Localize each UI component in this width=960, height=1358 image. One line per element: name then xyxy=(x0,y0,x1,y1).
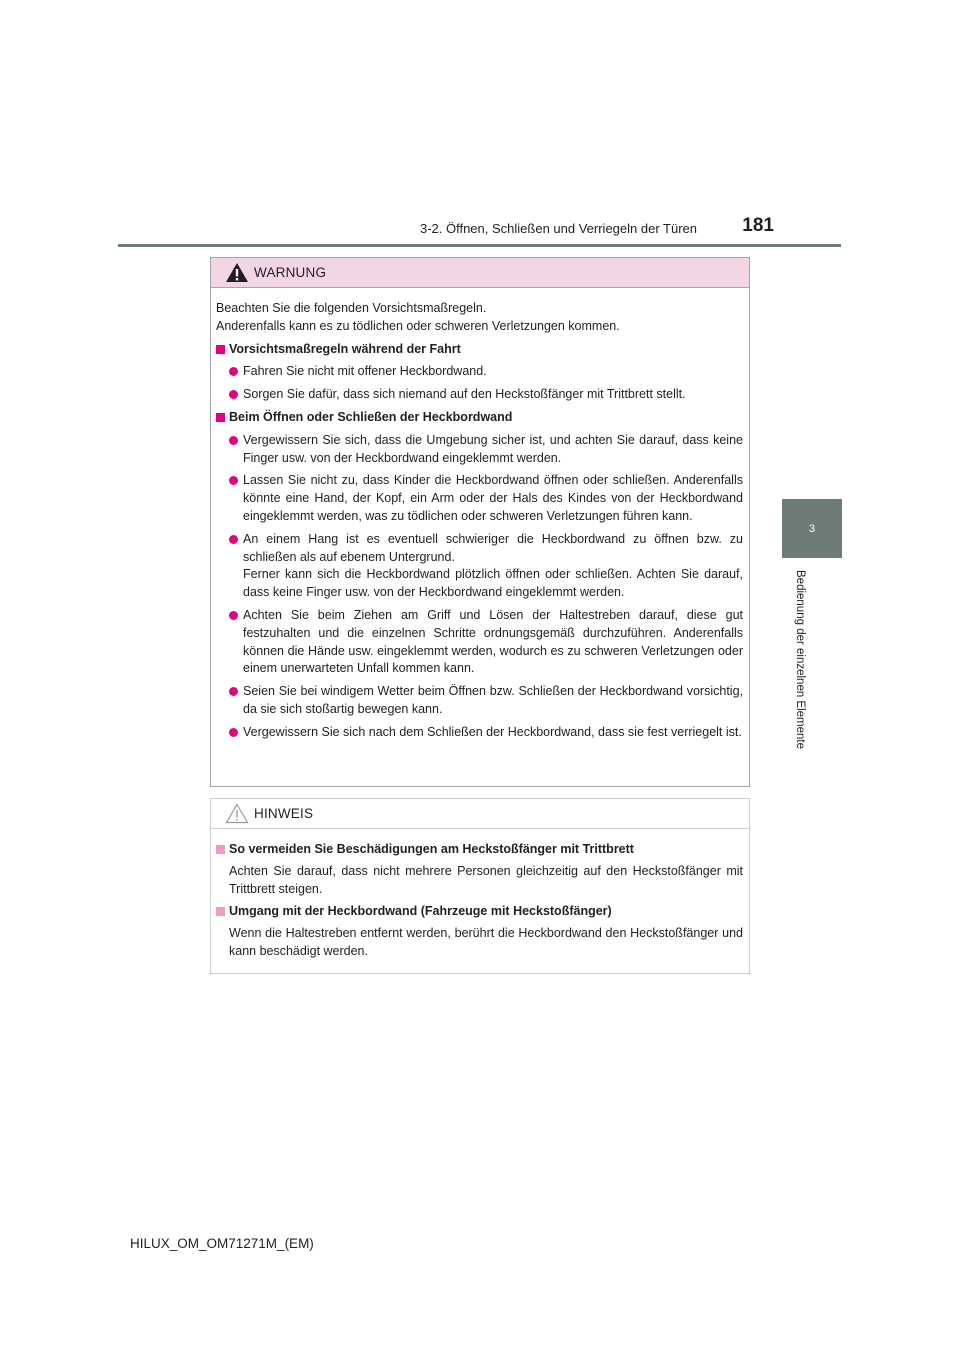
warning-body xyxy=(211,288,749,742)
square-bullet-icon xyxy=(216,845,225,854)
notice-section xyxy=(216,841,743,898)
warning-header xyxy=(211,258,749,288)
warning-title: WARNUNG xyxy=(254,265,327,280)
notice-header xyxy=(211,799,749,829)
warning-section xyxy=(216,341,743,404)
notice-section-title: So vermeiden Sie Beschädigungen am Heckstoßfänger mit Trittbrett xyxy=(216,841,743,859)
chapter-tab xyxy=(782,499,842,558)
page-number: 181 xyxy=(742,215,774,236)
warning-intro-line: Beachten Sie die folgenden Vorsichtsmaßregeln. xyxy=(216,301,487,315)
list-item: Lassen Sie nicht zu, dass Kinder die Heckbordwand öffnen oder schließen. Anderenfalls könnte eine Hand, der Kopf, ein Arm oder der Hals des Kindes von der Heckbordwand eingeklemmt werden, was zu tödlichen oder schweren Verletzungen führen kann. xyxy=(216,472,743,525)
list-item: Fahren Sie nicht mit offener Heckbordwand. xyxy=(216,363,743,381)
footer-model-code: HILUX_OM_OM71271M_(EM) xyxy=(130,1236,314,1251)
warning-intro xyxy=(216,300,743,336)
warning-box xyxy=(210,257,750,787)
square-bullet-icon xyxy=(216,345,225,354)
bullet-dot-icon xyxy=(229,476,238,485)
square-bullet-icon xyxy=(216,413,225,422)
list-item: Sorgen Sie dafür, dass sich niemand auf den Heckstoßfänger mit Trittbrett stellt. xyxy=(216,386,743,404)
bullet-dot-icon xyxy=(229,687,238,696)
warning-section-title: Vorsichtsmaßregeln während der Fahrt xyxy=(216,341,743,359)
list-item: Seien Sie bei windigem Wetter beim Öffnen bzw. Schließen der Heckbordwand vorsichtig, da sie sich stoßartig bewegen kann. xyxy=(216,683,743,719)
bullet-dot-icon xyxy=(229,535,238,544)
warning-section xyxy=(216,409,743,742)
square-bullet-icon xyxy=(216,907,225,916)
notice-title: HINWEIS xyxy=(254,806,314,821)
chapter-title: Bedienung der einzelnen Elemente xyxy=(794,570,806,750)
notice-section-text: Achten Sie darauf, dass nicht mehrere Personen gleichzeitig auf den Heckstoßfänger mit Trittbrett steigen. xyxy=(229,863,743,896)
bullet-dot-icon xyxy=(229,436,238,445)
list-item: Vergewissern Sie sich nach dem Schließen der Heckbordwand, dass sie fest verriegelt ist. xyxy=(216,724,743,742)
bullet-dot-icon xyxy=(229,611,238,620)
warning-item-list xyxy=(216,363,743,404)
warning-intro-line: Anderenfalls kann es zu tödlichen oder schweren Verletzungen kommen. xyxy=(216,318,620,333)
notice-box xyxy=(210,798,750,974)
bullet-dot-icon xyxy=(229,390,238,399)
warning-triangle-icon xyxy=(225,262,249,283)
warning-section-title: Beim Öffnen oder Schließen der Heckbordwand xyxy=(216,409,743,427)
caution-triangle-icon xyxy=(225,803,249,824)
warning-item-list xyxy=(216,432,743,742)
header-rule xyxy=(118,244,841,247)
list-item: Vergewissern Sie sich, dass die Umgebung sicher ist, und achten Sie darauf, dass keine Finger usw. von der Heckbordwand eingeklemmt werden. xyxy=(216,432,743,468)
notice-section xyxy=(216,903,743,960)
chapter-number: 3 xyxy=(808,522,816,535)
running-header-section: 3-2. Öffnen, Schließen und Verriegeln der Türen xyxy=(419,221,697,236)
list-item: Achten Sie beim Ziehen am Griff und Lösen der Haltestreben darauf, diese gut festzuhalten und die einzelnen Schritte ordnungsgemäß durchzuführen. Anderenfalls können die Hände usw. eingeklemmt werden, wodurch es zu schweren Verletzungen oder einem unerwarteten Unfall kommen kann. xyxy=(216,607,743,678)
notice-section-text: Wenn die Haltestreben entfernt werden, berührt die Heckbordwand den Heckstoßfänger und kann beschädigt werden. xyxy=(229,926,743,958)
bullet-dot-icon xyxy=(229,367,238,376)
bullet-dot-icon xyxy=(229,728,238,737)
notice-section-title: Umgang mit der Heckbordwand (Fahrzeuge mit Heckstoßfänger) xyxy=(216,903,743,921)
list-item: An einem Hang ist es eventuell schwieriger die Heckbordwand zu öffnen bzw. zu schließen als auf ebenem Untergrund. Ferner kann sich die Heckbordwand plötzlich öffnen oder schließen. Achten Sie darauf, dass keine Finger usw. von der Heckbordwand eingeklemmt werden. xyxy=(216,531,743,602)
notice-body xyxy=(211,829,749,961)
